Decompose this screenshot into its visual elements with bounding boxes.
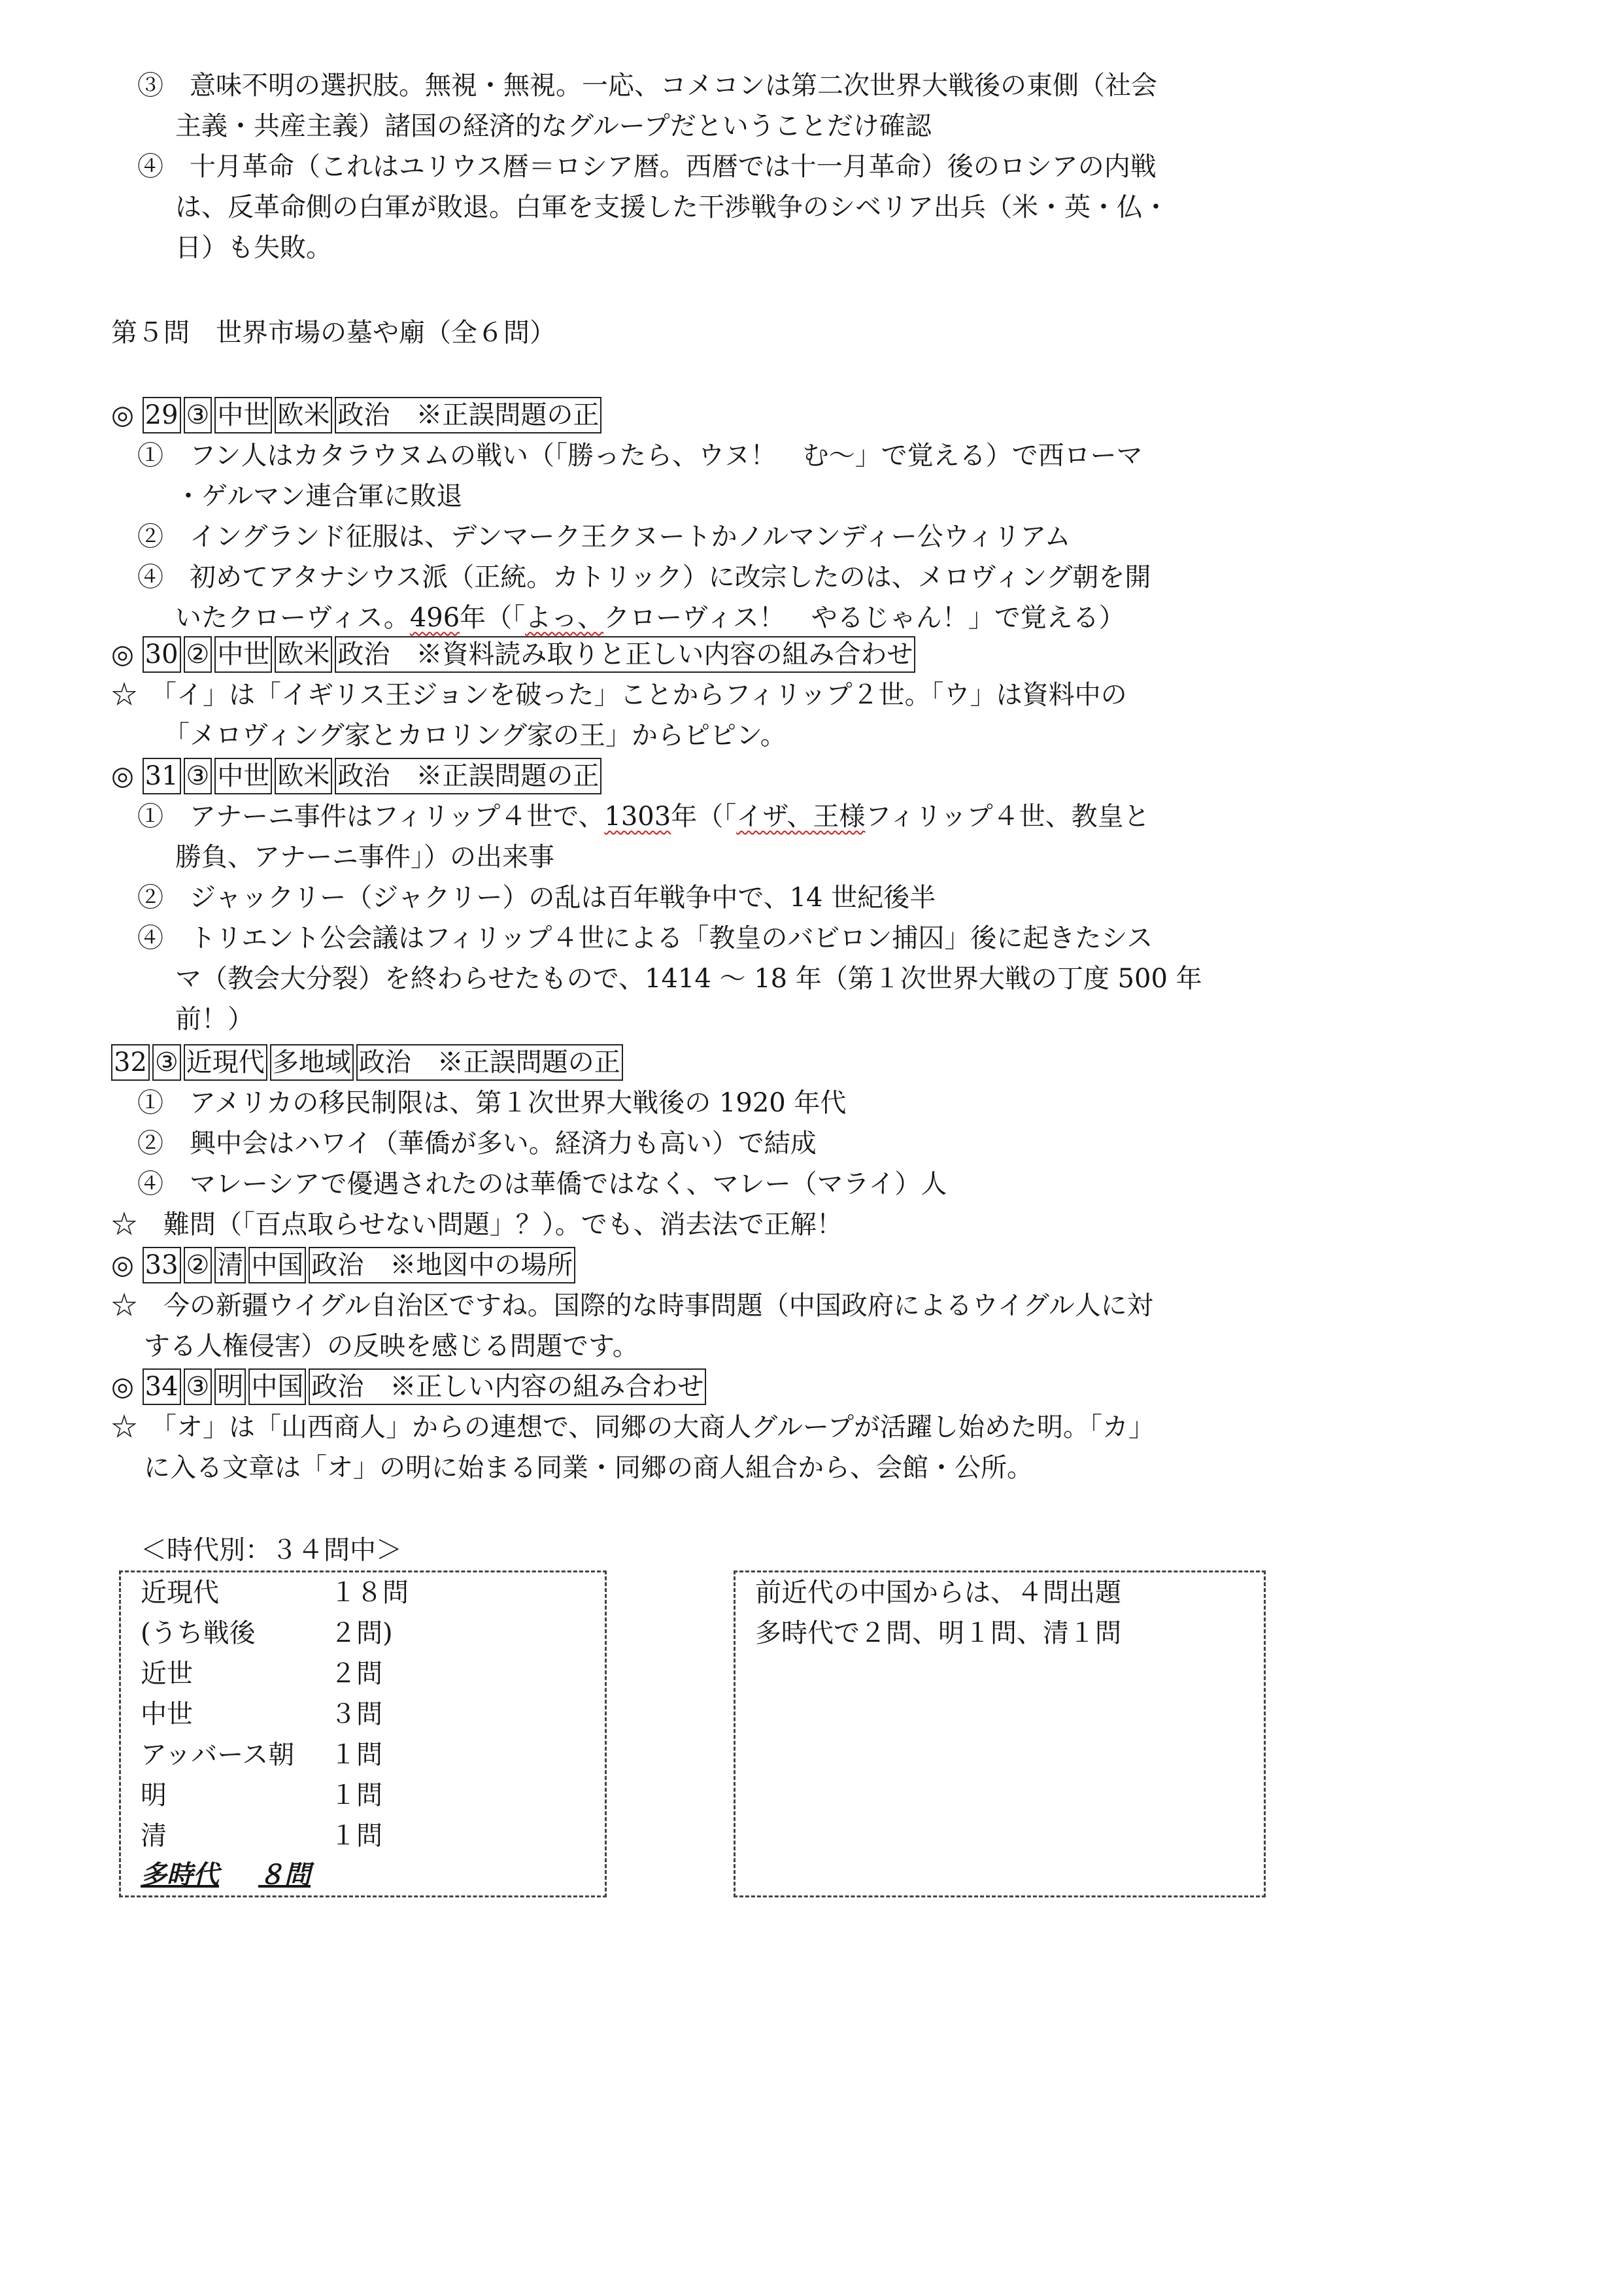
question-header-33: [111, 1245, 578, 1285]
row-label: アッバース朝: [141, 1740, 295, 1770]
tag-answer: ③: [152, 1044, 181, 1081]
tag-answer: ③: [184, 758, 212, 794]
row-value: ８問: [258, 1859, 311, 1890]
text-line: ① フン人はカタラウヌムの戦い（「勝ったら、ウヌ！ む〜」で覚える）で西ローマ: [137, 441, 1143, 471]
text-segment: 年（「: [671, 802, 737, 832]
tag-region: 欧米: [275, 636, 332, 673]
row-value: ３問: [330, 1699, 382, 1729]
mark: ◎: [111, 1250, 134, 1280]
text-segment: ① アナーニ事件はフィリップ４世で、: [137, 802, 605, 832]
tag-region: 欧米: [275, 758, 332, 794]
text-line: ④ 十月革命（これはユリウス暦＝ロシア暦。西暦では十一月革命）後のロシアの内戦: [137, 152, 1157, 182]
tag-era: 中世: [214, 636, 272, 673]
tag-field: 政治 ※正誤問題の正: [335, 758, 601, 794]
summary-row: [141, 1654, 382, 1694]
row-label: 近現代: [141, 1578, 219, 1608]
text-line: 勝負、アナーニ事件」）の出来事: [175, 842, 554, 872]
summary-row: [141, 1694, 382, 1735]
tag-era: 近現代: [184, 1044, 267, 1081]
mark: ◎: [111, 400, 134, 430]
tag-field: 政治 ※正誤問題の正: [335, 397, 601, 433]
tag-number: 30: [143, 636, 181, 673]
text-line: 前！）: [175, 1004, 254, 1034]
tag-field: 政治 ※正しい内容の組み合わせ: [309, 1368, 706, 1405]
mark: ◎: [111, 1372, 134, 1402]
tag-number: 34: [143, 1368, 181, 1405]
underlined-mnemonic: イザ、王様: [736, 802, 866, 832]
question-header-31: [111, 756, 604, 796]
summary-row-total: [141, 1855, 311, 1895]
mark: ◎: [111, 761, 134, 791]
china-summary-box: [734, 1570, 1266, 1897]
text-line: ④ 初めてアタナシウス派（正統。カトリック）に改宗したのは、メロヴィング朝を開: [137, 562, 1151, 592]
underlined-mnemonic: よっ、: [525, 603, 604, 633]
text-line: ・ゲルマン連合軍に敗退: [175, 481, 463, 511]
tag-number: 31: [143, 758, 181, 794]
tag-answer: ③: [184, 1368, 212, 1405]
tag-era: 中世: [214, 397, 272, 433]
summary-row: [141, 1735, 382, 1775]
text-line: 主義・共産主義）諸国の経済的なグループだということだけ確認: [175, 111, 932, 141]
row-label: (うち戦後: [141, 1618, 256, 1648]
tag-field: 政治 ※資料読み取りと正しい内容の組み合わせ: [335, 636, 915, 673]
text-segment: いたクローヴィス。: [175, 603, 410, 633]
tag-number: 29: [143, 397, 181, 433]
tag-region: 中国: [248, 1368, 306, 1405]
tag-region: 欧米: [275, 397, 332, 433]
text-line: に入る文章は「オ」の明に始まる同業・同郷の商人組合から、会館・公所。: [144, 1453, 1033, 1483]
text-line: ② ジャックリー（ジャクリー）の乱は百年戦争中で、14 世紀後半: [137, 883, 936, 913]
tag-answer: ②: [184, 636, 212, 673]
text-line: マ（教会大分裂）を終わらせたもので、1414 〜 18 年（第１次世界大戦の丁度 500 年: [175, 964, 1202, 994]
row-value: ２問): [330, 1618, 393, 1648]
summary-row: [141, 1816, 382, 1856]
tag-number: 33: [143, 1247, 181, 1283]
row-label: 清: [141, 1821, 167, 1851]
text-line: ④ トリエント公会議はフィリップ４世による「教皇のバビロン捕囚」後に起きたシス: [137, 923, 1153, 953]
text-segment: フィリップ４世、教皇と: [865, 802, 1150, 832]
text-line: ☆ 今の新疆ウイグル自治区ですね。国際的な時事問題（中国政府によるウイグル人に対: [111, 1291, 1153, 1321]
row-label: 中世: [141, 1699, 193, 1729]
text-line: [137, 796, 1150, 837]
summary-row: [141, 1775, 382, 1816]
tag-region: 多地域: [270, 1044, 354, 1081]
row-value: １問: [330, 1780, 382, 1810]
tag-era: 清: [214, 1247, 246, 1283]
question-header-34: [111, 1366, 709, 1407]
text-line: ④ マレーシアで優遇されたのは華僑ではなく、マレー（マライ）人: [137, 1169, 947, 1199]
text-line: ① アメリカの移民制限は、第１次世界大戦後の 1920 年代: [137, 1088, 847, 1118]
row-label: 多時代: [141, 1859, 219, 1890]
note-line: 多時代で２問、明１問、清１問: [755, 1618, 1121, 1648]
text-line: は、反革命側の白軍が敗退。白軍を支援した干渉戦争のシベリア出兵（米・英・仏・: [175, 192, 1169, 222]
mark: ◎: [111, 639, 134, 670]
text-line: ② イングランド征服は、デンマーク王クヌートかノルマンディー公ウィリアム: [137, 522, 1071, 552]
tag-answer: ③: [184, 397, 212, 433]
row-value: １８問: [330, 1578, 409, 1608]
text-segment: 年（「: [460, 603, 526, 633]
text-line: ② 興中会はハワイ（華僑が多い。経済力も高い）で結成: [137, 1129, 817, 1159]
text-line: ☆ 難問（「百点取らせない問題」？）。でも、消去法で正解！: [111, 1210, 843, 1240]
question-header-32: [111, 1042, 626, 1083]
tag-era: 中世: [214, 758, 272, 794]
text-line: ③ 意味不明の選択肢。無視・無視。一応、コメコンは第二次世界大戦後の東側（社会: [137, 71, 1157, 101]
text-line: ☆ 「オ」は「山西商人」からの連想で、同郷の大商人グループが活躍し始めた明。「カ」: [111, 1412, 1155, 1442]
text-line: 「メロヴィング家とカロリング家の王」からピピン。: [163, 721, 787, 751]
row-value: １問: [330, 1821, 382, 1851]
question-header-30: [111, 634, 918, 675]
tag-field: 政治 ※地図中の場所: [309, 1247, 575, 1283]
underlined-year: 496: [409, 603, 460, 633]
tag-answer: ②: [184, 1247, 212, 1283]
tag-era: 明: [214, 1368, 246, 1405]
text-segment: クローヴィス！ やるじゃん！」で覚える）: [603, 603, 1125, 633]
question-header-29: [111, 395, 604, 435]
tag-number: 32: [111, 1044, 150, 1081]
text-line: する人権侵害）の反映を感じる問題です。: [144, 1331, 639, 1361]
row-label: 明: [141, 1780, 167, 1810]
era-summary-box: [119, 1570, 607, 1897]
summary-row: [141, 1572, 409, 1613]
tag-field: 政治 ※正誤問題の正: [356, 1044, 623, 1081]
row-value: １問: [330, 1740, 382, 1770]
text-line: ☆ 「イ」は「イギリス王ジョンを破った」ことからフィリップ２世。「ウ」は資料中の: [111, 680, 1127, 710]
row-value: ２問: [330, 1659, 382, 1689]
summary-heading: ＜時代別：３４問中＞: [141, 1535, 402, 1565]
section-title: 第５問 世界市場の墓や廟（全６問）: [111, 318, 556, 348]
note-line: 前近代の中国からは、４問出題: [755, 1578, 1121, 1608]
tag-region: 中国: [248, 1247, 306, 1283]
underlined-year: 1303: [604, 802, 671, 832]
text-line: 日）も失敗。: [175, 233, 332, 263]
row-label: 近世: [141, 1659, 193, 1689]
summary-row: [141, 1613, 393, 1654]
text-line: [175, 598, 1125, 638]
